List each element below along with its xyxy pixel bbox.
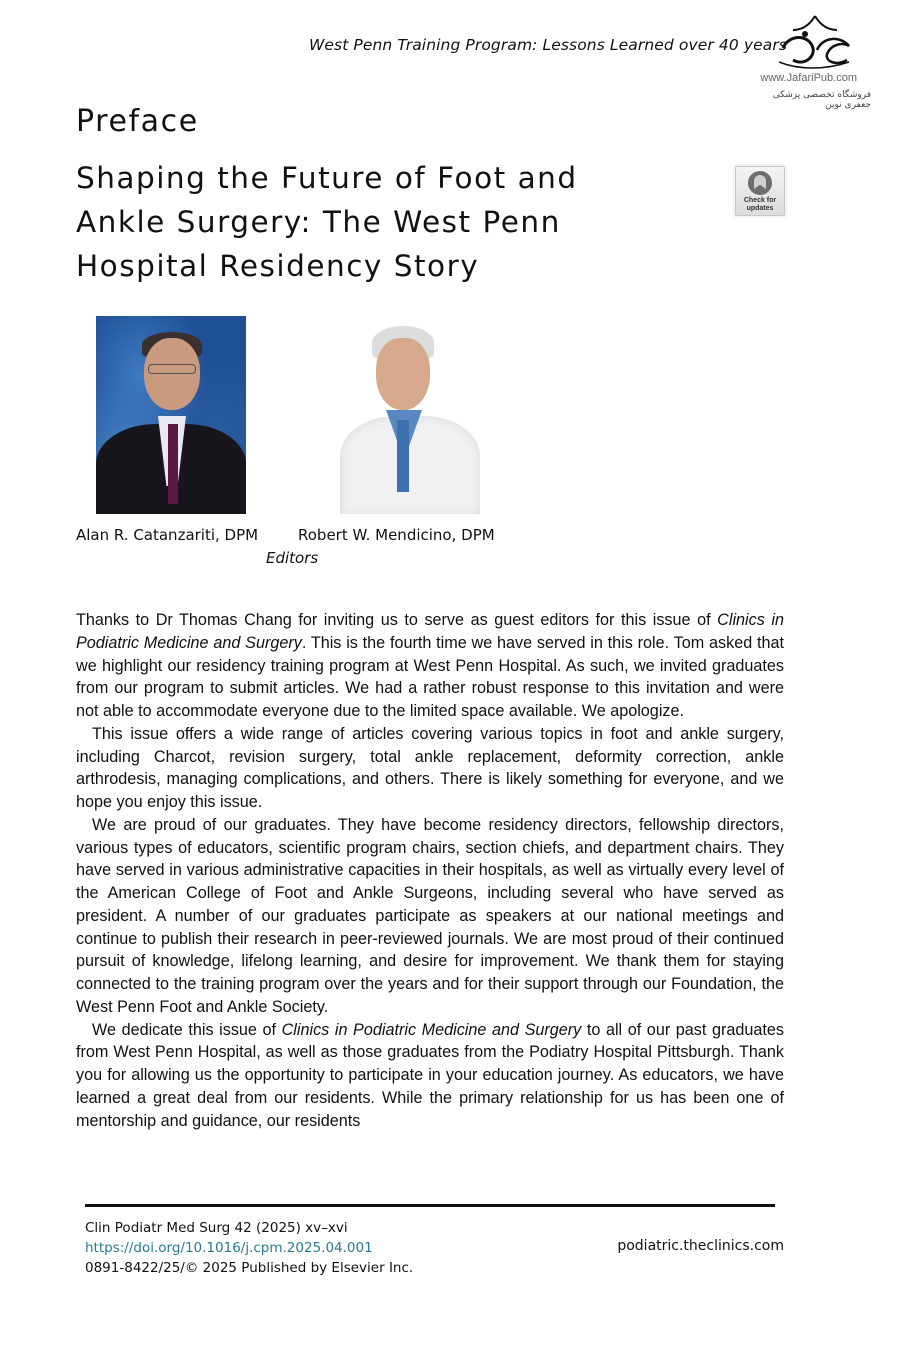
paragraph-4: We dedicate this issue of Clinics in Podiatric Medicine and Surgery to all of our past graduates from West Penn Hospital, as well as those graduates from the Podiatry Hospital Pittsburgh. Thank you for allowing us the opportunity to participate in your education journey. As educators, we have learned a great deal from our residents. While the primary relationship for us has been one of mentorship and guidance, our residents [76,1020,784,1130]
watermark-url: www.JafariPub.com [760,72,857,84]
paragraph-1: Thanks to Dr Thomas Chang for inviting us to serve as guest editors for this issue of Clinics in Podiatric Medicine and Surgery. This is the fourth time we have served in this role. Tom asked that we highlight our residency training program at West Penn Hospital. As such, we invited graduates from our program to submit articles. We had a rather robust response to this invitation and were not able to accommodate everyone due to the limited space available. We apologize. [76,611,784,720]
title-line-1: Shaping the Future of Foot and [76,161,578,195]
editor-photo-mendicino [330,316,480,514]
running-head: West Penn Training Program: Lessons Learned over 40 years [308,36,787,54]
editor-name-1: Alan R. Catanzariti, DPM [76,526,259,544]
citation: Clin Podiatr Med Surg 42 (2025) xv–xvi [85,1220,348,1236]
watermark-tagline: فروشگاه تخصصی پزشکی جعفری نوین [772,90,871,110]
section-label: Preface [76,104,199,139]
journal-title: Clinics in Podiatric Medicine and Surgery [281,1020,582,1039]
paragraph-2: This issue offers a wide range of articles covering various topics in foot and ankle surgery, including Charcot, revision surgery, total ankle replacement, deformity correction, ankle arthrodesis, managing complications, and others. There is likely something for everyone, and we hope you enjoy this issue. [76,724,784,811]
calligraphy-logo-icon [775,14,855,72]
check-for-updates-label: Check for updates [743,197,777,212]
editor-name-2: Robert W. Mendicino, DPM [298,526,495,544]
preface-body [76,609,784,1132]
publisher-watermark [745,14,885,109]
journal-website: podiatric.theclinics.com [617,1238,784,1254]
crossmark-icon [748,171,772,195]
editors-role-label: Editors [266,549,319,567]
editor-photo-catanzariti [96,316,246,514]
paragraph-3: We are proud of our graduates. They have become residency directors, fellowship directors, various types of educators, scientific program chairs, section chiefs, and department chairs. They have served in various administrative capacities in their hospitals, as well as virtually every level of the American College of Foot and Ankle Surgeons, including several who have served as president. A number of our graduates participate as speakers at our national meetings and continue to publish their research in peer-reviewed journals. We are most proud of their continued pursuit of knowledge, lifelong learning, and desire for improvement. We thank them for staying connected to the training program over the years and for their support through our Foundation, the West Penn Foot and Ankle Society. [76,815,784,1016]
title-line-3: Hospital Residency Story [76,249,480,283]
title-line-2: Ankle Surgery: The West Penn [76,205,561,239]
article-title [76,156,676,288]
copyright: 0891-8422/25/© 2025 Published by Elsevier Inc. [85,1260,414,1276]
check-for-updates-button[interactable] [735,166,785,216]
footer-divider [85,1204,775,1207]
journal-title: Clinics in Podiatric Medicine and Surgery [76,611,784,652]
doi-link[interactable]: https://doi.org/10.1016/j.cpm.2025.04.001 [85,1240,373,1256]
